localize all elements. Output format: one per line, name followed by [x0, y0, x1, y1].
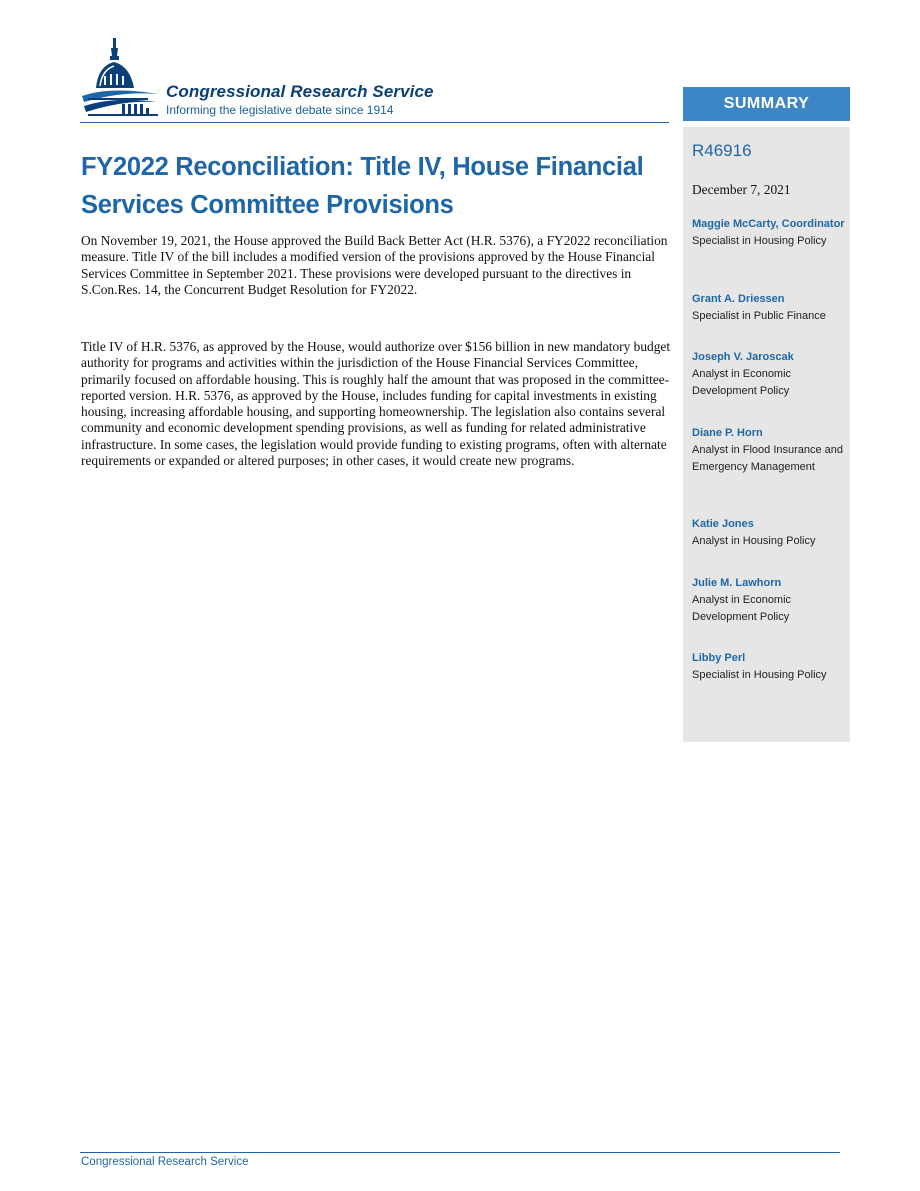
- author-name[interactable]: Maggie McCarty, Coordinator: [692, 218, 845, 230]
- author-role: Specialist in Public Finance: [692, 310, 826, 322]
- author-entry: [692, 349, 850, 400]
- author-entry: [692, 216, 850, 250]
- capitol-dome-icon: [80, 36, 160, 122]
- author-name[interactable]: Julie M. Lawhorn: [692, 577, 782, 589]
- author-role: Specialist in Housing Policy: [692, 669, 827, 681]
- brand-tagline: Informing the legislative debate since 1914: [166, 103, 394, 117]
- brand-name: Congressional Research Service: [166, 82, 434, 101]
- body-paragraph: Title IV of H.R. 5376, as approved by the House, would authorize over $156 billion in new mandatory budget authority for programs and activities within the jurisdiction of the House Financial Services Committee, primarily focused on affordable housing. This is roughly half the amount that was proposed in the committee-reported version. H.R. 5376, as approved by the House, includes funding for capital investments in existing housing, increasing affordable housing, and supporting homeownership. The legislation also contains several community and economic development spending provisions, as well as funding for related administrative infrastructure. In some cases, the legislation would provide funding to existing programs, often with alternate requirements or expanded or altered purposes; in other cases, it would create new programs.: [81, 339, 671, 469]
- author-name[interactable]: Grant A. Driessen: [692, 293, 785, 305]
- author-role: Analyst in Housing Policy: [692, 535, 816, 547]
- summary-heading: SUMMARY: [683, 87, 850, 121]
- author-entry: [692, 291, 850, 325]
- author-entry: [692, 516, 850, 550]
- footer-label: Congressional Research Service: [81, 1156, 249, 1168]
- author-name[interactable]: Joseph V. Jaroscak: [692, 351, 794, 363]
- report-id: R46916: [692, 141, 752, 160]
- body-paragraph: On November 19, 2021, the House approved the Build Back Better Act (H.R. 5376), a FY2022 reconciliation measure. Title IV of the bill includes a modified version of the provisions approved by the House Financial Services Committee in September 2021. These provisions were developed pursuant to the directives in S.Con.Res. 14, the Concurrent Budget Resolution for FY2022.: [81, 233, 668, 297]
- crs-logo: [80, 36, 480, 122]
- header-divider: [80, 122, 669, 123]
- author-name[interactable]: Diane P. Horn: [692, 427, 763, 439]
- author-entry: [692, 575, 850, 626]
- footer-divider: [80, 1152, 840, 1153]
- author-entry: [692, 425, 850, 476]
- author-role: Analyst in Economic Development Policy: [692, 368, 792, 397]
- report-date: December 7, 2021: [692, 182, 791, 197]
- author-role: Analyst in Economic Development Policy: [692, 594, 792, 623]
- author-entry: [692, 650, 850, 684]
- author-role: Specialist in Housing Policy: [692, 235, 827, 247]
- document-title: FY2022 Reconciliation: Title IV, House Financial Services Committee Provisions: [81, 153, 644, 219]
- author-name[interactable]: Katie Jones: [692, 518, 754, 530]
- author-name[interactable]: Libby Perl: [692, 652, 746, 664]
- summary-sidebar: [683, 87, 850, 742]
- author-role: Analyst in Flood Insurance and Emergency Management: [692, 444, 844, 473]
